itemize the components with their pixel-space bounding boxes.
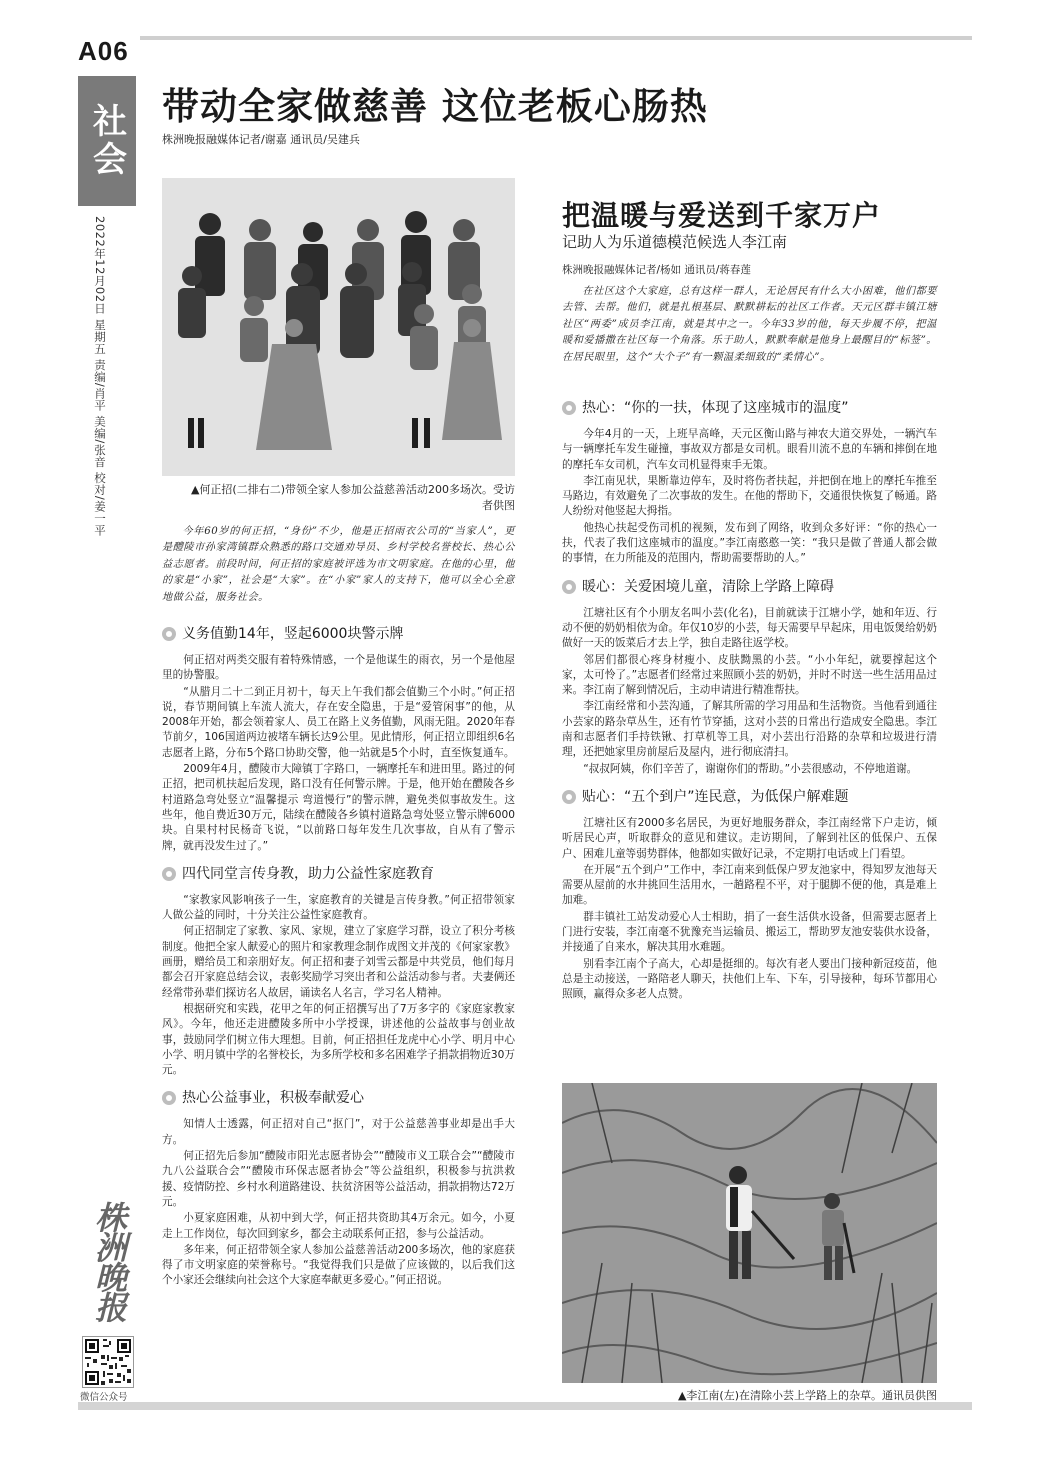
paragraph: 2009年4月，醴陵市大障镇丁字路口，一辆摩托车和进田里。路过的何正招，把司机扶起后发现，路口没有任何警示牌。于是，他开始在醴陵各乡村道路急弯处竖立“温馨提示 弯道慢行”的警示牌，避免类似事故发生。这些年，他自费近30万元，陆续在醴陵各乡镇村道路急弯处竖立警示牌6000块。自果村村民杨奇飞说，“以前路口每年发生几次事故，自从有了警示牌，就再没发生过了。” bbox=[162, 763, 515, 852]
bullet-icon bbox=[562, 790, 576, 804]
paragraph: 在开展“五个到户”工作中，李江南来到低保户罗友池家中，得知罗友池每天需要从屋前的水井挑回生活用水，一趟路程不平，对于腿脚不便的他，真是难上加难。 bbox=[562, 863, 937, 907]
side-subtitle: 记助人为乐道德模范候选人李江南 bbox=[562, 233, 788, 251]
main-subhead-3: 热心公益事业，积极奉献爱心 bbox=[162, 1088, 515, 1108]
paragraph: “家教家风影响孩子一生，家庭教育的关键是言传身教。”何正招带领家人做公益的同时，十分关注公益性家庭教育。 bbox=[162, 893, 515, 922]
paragraph: 何正招对两类交服有着特殊情感，一个是他谋生的雨衣，另一个是他屋里的协警服。 bbox=[162, 654, 515, 682]
paragraph: 他热心扶起受伤司机的视频，发布到了网络，收到众多好评：“你的热心一扶，代表了我们这座城市的温度。”李江南憨憨一笑：“我只是做了普通人都会做的事情，在力所能及的范围内，帮助需要帮助的人。” bbox=[562, 521, 937, 565]
main-lead bbox=[162, 524, 515, 606]
bullet-icon bbox=[162, 1091, 176, 1105]
bullet-icon bbox=[162, 627, 176, 641]
paragraph: “叔叔阿姨，你们辛苦了，谢谢你们的帮助。”小芸很感动，不停地道谢。 bbox=[583, 762, 918, 775]
paper-logo: 株洲晚报 bbox=[90, 1201, 128, 1321]
top-rule bbox=[140, 36, 972, 40]
paragraph: 何正招先后参加“醴陵市阳光志愿者协会”“醴陵市义工联合会”“醴陵市九八公益联合会”“醴陵市环保志愿者协会”等公益组织，积极参与抗洪救援、疫情防控、乡村水利道路建设、扶贫济困等公益活动，捐款捐物达72万元。 bbox=[162, 1150, 515, 1208]
main-headline: 带动全家做慈善 这位老板心肠热 bbox=[162, 85, 708, 128]
paragraph: 江塘社区有个小朋友名叫小芸(化名)，目前就读于江塘小学，她和年迈、行动不便的奶奶相依为命。年仅10岁的小芸，每天需要早早起床，用电饭煲给奶奶做好一天的饭菜后才去上学，独自走路往返学校。 bbox=[562, 606, 937, 650]
paragraph: 小夏家庭困难，从初中到大学，何正招共资助其4万余元。如今，小夏走上工作岗位，每次回到家乡，都会主动联系何正招，参与公益活动。 bbox=[162, 1212, 515, 1240]
main-body bbox=[162, 614, 515, 1290]
main-lead-text: 今年60岁的何正招，“身份”不少，他是正招雨衣公司的“当家人”，更是醴陵市孙家湾镇群众熟悉的路口交通劝导员、乡村学校名誉校长、热心公益志愿者。前段时间，何正招的家庭被评选为市文明家庭。在他的心里，他的家是“小家”，社会是“大家”。在“小家”家人的支持下，他可以全心全意地做公益，服务社会。 bbox=[162, 526, 515, 603]
paragraph: 李江南见状，果断靠边停车，及时将伤者扶起，并把倒在地上的摩托车推至马路边，有效避免了二次事故的发生。在他的帮助下，交通很快恢复了畅通。路人纷纷对他竖起大拇指。 bbox=[562, 474, 937, 518]
qr-label: 微信公众号 bbox=[80, 1392, 128, 1403]
bullet-icon bbox=[162, 867, 176, 881]
main-subhead-1: 义务值勤14年，竖起6000块警示牌 bbox=[162, 624, 515, 644]
paragraph: 何正招制定了家教、家风、家规，建立了家庭学习群，设立了积分考核制度。他把全家人献爱心的照片和家教理念制作成图文并茂的《何家家教》画册，赠给员工和亲朋好友。何正招和妻子刘雪云都是中共党员，他们每月都会召开家庭总结会议，表彰奖励学习突出者和公益活动参与者。夫妻俩还经常带孙辈们探访名人故居，诵读名人名言，学习名人精神。 bbox=[162, 925, 515, 999]
side-subhead-3: 贴心：“五个到户”连民意，为低保户解难题 bbox=[562, 787, 937, 807]
main-byline: 株洲晚报融媒体记者/谢嘉 通讯员/吴建兵 bbox=[162, 133, 360, 146]
qr-code-icon[interactable] bbox=[82, 1336, 134, 1388]
side-byline: 株洲晚报融媒体记者/杨如 通讯员/蒋春莲 bbox=[562, 264, 751, 276]
clearing-weeds-photo bbox=[562, 1083, 937, 1383]
paragraph: 李江南经常和小芸沟通，了解其所需的学习用品和生活物资。当他看到通往小芸家的路杂草丛生，还有竹节穿插，这对小芸的日常出行造成安全隐患。李江南和志愿者们手持铁锹、打草机等工具，对小芸出行沿路的杂草和垃圾进行清理，还把她家里房前屋后及屋内，进行彻底清扫。 bbox=[562, 700, 937, 759]
bullet-icon bbox=[562, 401, 576, 415]
paragraph: 邻居们都很心疼身材瘦小、皮肤黝黑的小芸。“小小年纪，就要撑起这个家，太可怜了。”志愿者们经常过来照顾小芸的奶奶，并时不时送一些生活用品过来。李江南了解到情况后，主动申请进行精准帮扶。 bbox=[562, 653, 937, 697]
paragraph: 根据研究和实践，花甲之年的何正招撰写出了7万多字的《家庭家教家风》。今年，他还走进醴陵多所中小学授课，讲述他的公益故事与创业故事，鼓励同学们树立伟大理想。目前，何正招担任龙虎中心小学、明月中心小学、明月镇中学的名誉校长，为多所学校和多名困难学子捐款捐物近30万元。 bbox=[162, 1002, 515, 1077]
side-lead bbox=[562, 284, 937, 366]
side-headline: 把温暖与爱送到千家万户 bbox=[562, 199, 882, 232]
page-number: A06 bbox=[78, 36, 129, 66]
paragraph: “从腊月二十二到正月初十，每天上午我们都会值勤三个小时。”何正招说，春节期间镇上车流人流大，存在安全隐患，于是“爱管闲事”的他，从2008年开始，都会领着家人、员工在路上义务值勤，风雨无阻。2020年春节前夕，106国道两边被堵车辆长达9公里。见此情形，何正招立即组织6名志愿者上路，分布5个路口协助交警，他一站就是5个小时，直至恢复通车。 bbox=[162, 685, 515, 759]
side-subhead-2: 暖心：关爱困境儿童，清除上学路上障碍 bbox=[562, 577, 937, 597]
main-subhead-2: 四代同堂言传身教，助力公益性家庭教育 bbox=[162, 864, 515, 884]
paragraph: 知情人士透露，何正招对自己“抠门”，对于公益慈善事业却是出手大方。 bbox=[162, 1118, 515, 1146]
side-subhead-1: 热心：“你的一扶，体现了这座城市的温度” bbox=[562, 398, 937, 418]
paragraph: 江塘社区有2000多名居民，为更好地服务群众，李江南经常下户走访，倾听居民心声，听取群众的意见和建议。走访期间，了解到社区的低保户、五保户、困难儿童等弱势群体，他都如实做好记录，不定期打电话或上门看望。 bbox=[562, 816, 937, 860]
paragraph: 今年4月的一天，上班早高峰，天元区衡山路与神农大道交界处，一辆汽车与一辆摩托车发生碰撞，事故双方都是女司机。眼看川流不息的车辆和摔倒在地的摩托车女司机，汽车女司机显得束手无策。 bbox=[562, 428, 937, 471]
paragraph: 群丰镇社工站发动爱心人士相助，捐了一套生活供水设备，但需要志愿者上门进行安装，李江南毫不犹豫充当运输员、搬运工，帮助罗友池安装供水设备，并接通了自来水，解决其用水难题。 bbox=[562, 910, 937, 954]
side-lead-text: 在社区这个大家庭，总有这样一群人，无论居民有什么大小困难，他们都要去管、去帮。他们，就是扎根基层、默默耕耘的社区工作者。天元区群丰镇江塘社区“两委”成员李江南，就是其中之一。今年33岁的他，每天步履不停，把温暖和爱播撒在社区每一个角落。乐于助人，默默奉献是他身上最醒目的“标签”。在居民眼里，这个“大个子”有一颗温柔细致的“柔情心”。 bbox=[562, 286, 937, 363]
bullet-icon bbox=[562, 580, 576, 594]
side-body bbox=[562, 388, 937, 1004]
date-line: 2022年12月02日 星期五 责编/肖平 美编/张音 校对/姜一平 bbox=[93, 216, 107, 537]
paragraph: 别看李江南个子高大，心却是挺细的。每次有老人要出门接种新冠疫苗，他总是主动接送，一路陪老人聊天，扶他们上车、下车，引导接种，每环节都用心照顾，赢得众多老人点赞。 bbox=[562, 957, 937, 1001]
paragraph: 多年来，何正招带领全家人参加公益慈善活动200多场次，他的家庭获得了市文明家庭的荣誉称号。“我觉得我们只是做了应该做的，以后我们这个小家还会继续向社会这个大家庭奉献更多爱心。”何正招说。 bbox=[162, 1243, 515, 1287]
family-photo-caption: ▲何正招(二排右二)带领全家人参加公益慈善活动200多场次。受访者供图 bbox=[190, 483, 515, 512]
clearing-weeds-caption: ▲李江南(左)在清除小芸上学路上的杂草。通讯员供图 bbox=[677, 1389, 937, 1402]
section-tab: 社会 bbox=[78, 76, 136, 206]
family-photo bbox=[162, 178, 515, 476]
